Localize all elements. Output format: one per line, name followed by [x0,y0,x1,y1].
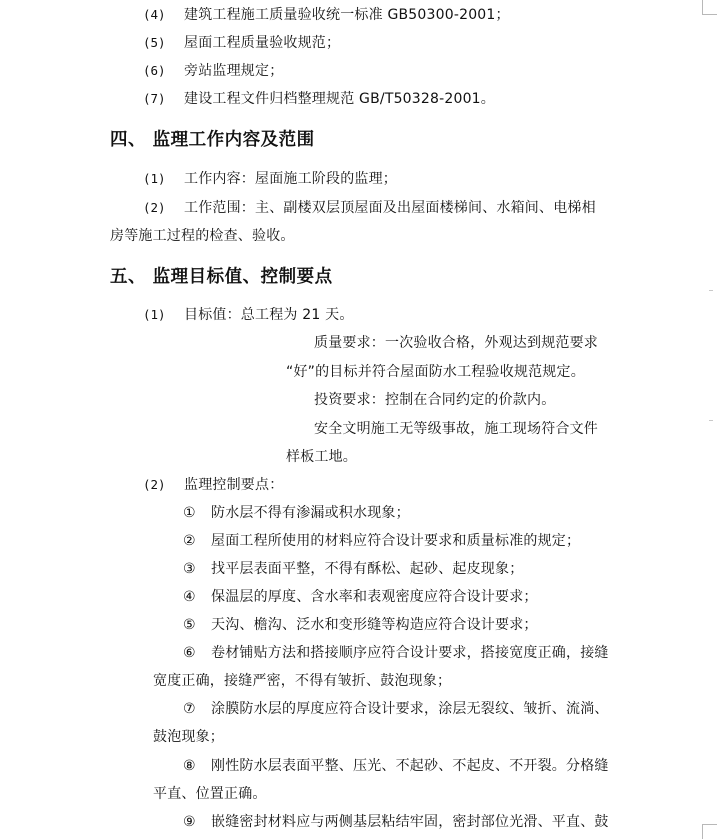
point-marker: ⑦ [183,701,196,717]
item-text-continued: 房等施工过程的检查、验收。 [110,228,295,244]
point-text-continued: 宽度正确，接缝严密，不得有皱折、鼓泡现象； [153,673,452,689]
investment-requirement: 投资要求：控制在合同约定的价款内。 [314,392,556,408]
ref-text: 建设工程文件归档整理规范 GB/T50328-2001。 [184,91,495,107]
item-text: 工作内容：屋面施工阶段的监理； [184,171,397,187]
point-marker: ⑤ [183,617,196,633]
point-text: 天沟、檐沟、泛水和变形缝等构造应符合设计要求； [211,617,538,633]
quality-requirement-continued: “好”的目标并符合屋面防水工程验收规范规定。 [286,364,585,380]
point-marker: ③ [183,561,196,577]
point-text: 防水层不得有渗漏或积水现象； [211,505,410,521]
page-corner-mark-bottom [702,824,717,839]
item-text: 监理控制要点： [184,477,284,493]
point-marker: ⑥ [183,645,196,661]
section-heading: 四、 监理工作内容及范围 [110,130,315,150]
ref-number: (5) [143,35,166,50]
ref-number: (4) [143,7,166,22]
quality-requirement: 质量要求：一次验收合格，外观达到规范要求 [314,335,598,351]
point-text-continued: 平直、位置正确。 [153,786,267,802]
point-text: 屋面工程所使用的材料应符合设计要求和质量标准的规定； [211,533,581,549]
page-corner-mark-top [702,0,717,15]
point-marker: ④ [183,589,196,605]
item-number: (2) [143,477,166,492]
point-marker: ⑨ [183,814,196,830]
item-text: 目标值：总工程为 21 天。 [184,307,354,323]
item-number: (1) [143,171,166,186]
point-text: 涂膜防水层的厚度应符合设计要求，涂层无裂纹、皱折、流淌、 [211,701,609,717]
point-marker: ⑧ [183,758,196,774]
point-text: 找平层表面平整，不得有酥松、起砂、起皮现象； [211,561,524,577]
section-heading: 五、 监理目标值、控制要点 [110,267,333,287]
safety-requirement: 安全文明施工无等级事故，施工现场符合文件 [314,421,598,437]
point-text: 刚性防水层表面平整、压光、不起砂、不起皮、不开裂。分格缝 [211,758,609,774]
point-text-continued: 鼓泡现象； [153,729,224,745]
point-text: 卷材铺贴方法和搭接顺序应符合设计要求，搭接宽度正确，接缝 [211,645,609,661]
item-number: (2) [143,200,166,215]
point-text: 嵌缝密封材料应与两侧基层粘结牢固，密封部位光滑、平直、鼓 [211,814,609,830]
point-text: 保温层的厚度、含水率和表观密度应符合设计要求； [211,589,538,605]
point-marker: ② [183,533,196,549]
item-text: 工作范围：主、副楼双层顶屋面及出屋面楼梯间、水箱间、电梯相 [184,200,596,216]
point-marker: ① [183,505,196,521]
ref-text: 旁站监理规定； [184,63,284,79]
item-number: (1) [143,307,166,322]
ref-text: 屋面工程质量验收规范； [184,35,341,51]
ref-number: (7) [143,91,166,106]
margin-mark [709,420,713,421]
ref-text: 建筑工程施工质量验收统一标准 GB50300-2001； [184,7,510,23]
safety-requirement-continued: 样板工地。 [286,449,357,465]
margin-mark [709,290,713,291]
ref-number: (6) [143,63,166,78]
